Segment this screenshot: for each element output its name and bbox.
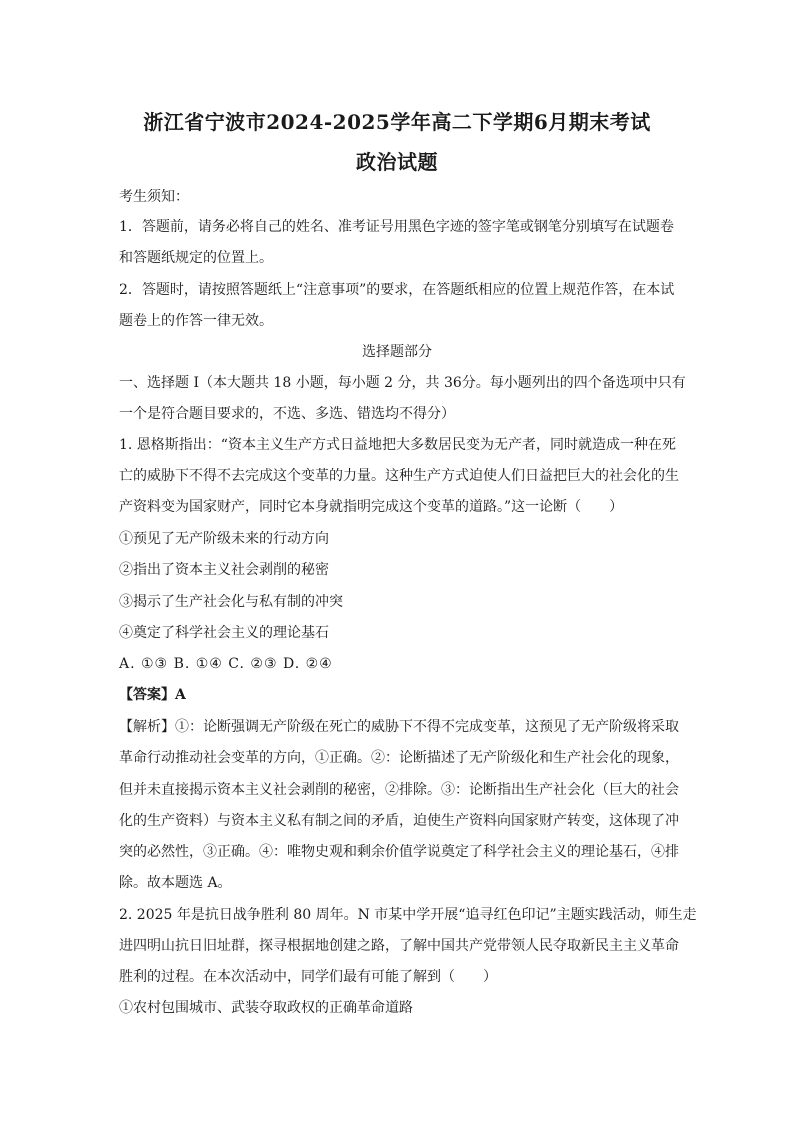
q1-analysis-line-3: 但并未直接揭示资本主义社会剥削的秘密，②排除。③：论断指出生产社会化（巨大的社会 [119, 782, 679, 798]
document-title: 浙江省宁波市2024-2025学年高二下学期6月期末考试 [143, 110, 651, 134]
q1-analysis-line-5: 突的必然性，③正确。④：唯物史观和剩余价值学说奠定了科学社会主义的理论基石，④排 [119, 844, 679, 860]
q1-analysis-line-1: 【解析】①：论断强调无产阶级在死亡的威胁下不得不完成变革，这预见了无产阶级将采取 [119, 719, 679, 735]
q2-stem-line-2: 进四明山抗日旧址群，探寻根据地创建之路，了解中国共产党带领人民夺取新民主主义革命 [119, 938, 679, 954]
q2-option-1: ①农村包围城市、武装夺取政权的正确革命道路 [119, 1000, 413, 1016]
q2-stem-line-1: 2. 2025 年是抗日战争胜利 80 周年。N 市某中学开展“追寻红色印记”主题实践活动，师生走 [119, 907, 697, 923]
q1-answer: 【答案】A [119, 687, 186, 703]
notice-item-1-line-1: 1．答题前，请务必将自己的姓名、准考证号用黑色字迹的签字笔或钢笔分别填写在试题卷 [119, 219, 674, 235]
q1-stem-line-1: 1. 恩格斯指出：“资本主义生产方式日益地把大多数居民变为无产者，同时就造成一种在死 [119, 437, 676, 453]
notice-item-2-line-1: 2．答题时，请按照答题纸上“注意事项”的要求，在答题纸相应的位置上规范作答，在本试 [119, 282, 675, 298]
q1-option-2: ②指出了资本主义社会剥削的秘密 [119, 562, 329, 578]
q1-analysis-line-2: 革命行动推动社会变革的方向，①正确。②：论断描述了无产阶级化和生产社会化的现象， [119, 750, 679, 766]
notice-item-1-line-2: 和答题纸规定的位置上。 [119, 250, 273, 266]
section-part-title: 选择题部分 [362, 344, 432, 360]
notice-item-2-line-2: 题卷上的作答一律无效。 [119, 313, 273, 329]
q2-stem-line-3: 胜利的过程。在本次活动中，同学们最有可能了解到（ ） [119, 969, 497, 985]
q1-stem-line-3: 产资料变为国家财产，同时它本身就指明完成这个变革的道路。”这一论断（ ） [119, 499, 624, 515]
q1-analysis-line-6: 除。故本题选 A。 [119, 875, 232, 891]
q1-choices: A. ①③ B. ①④ C. ②③ D. ②④ [119, 656, 333, 672]
notice-heading: 考生须知： [119, 189, 189, 205]
q1-stem-line-2: 亡的威胁下不得不去完成这个变革的力量。这种生产方式迫使人们日益把巨大的社会化的生 [119, 468, 679, 484]
q1-option-3: ③揭示了生产社会化与私有制的冲突 [119, 594, 343, 610]
section-intro-line-2: 一个是符合题目要求的，不选、多选、错选均不得分） [119, 406, 455, 422]
q1-option-1: ①预见了无产阶级未来的行动方向 [119, 531, 329, 547]
q1-analysis-line-4: 化的生产资料）与资本主义私有制之间的矛盾，迫使生产资料向国家财产转变，这体现了冲 [119, 813, 679, 829]
q1-option-4: ④奠定了科学社会主义的理论基石 [119, 625, 329, 641]
section-intro-line-1: 一、选择题 I（本大题共 18 小题，每小题 2 分，共 36分。每小题列出的四个备选项中只有 [119, 375, 686, 391]
document-subtitle: 政治试题 [356, 150, 438, 174]
